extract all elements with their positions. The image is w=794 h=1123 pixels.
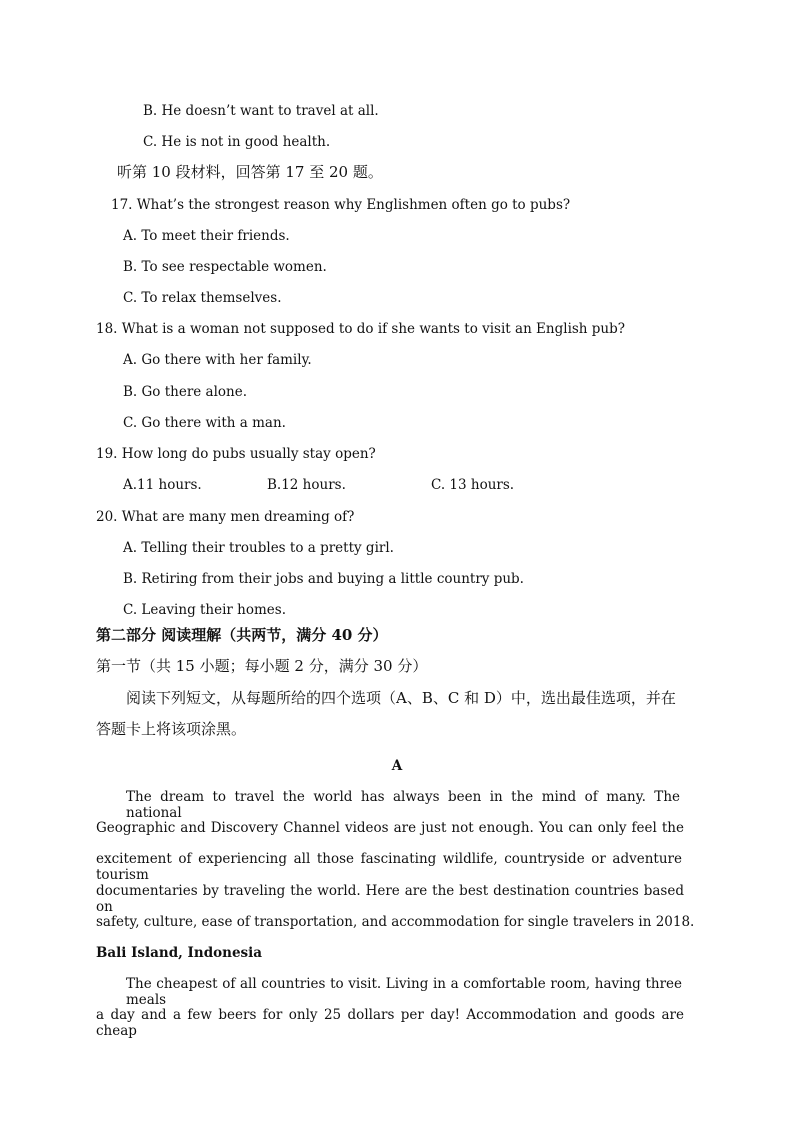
passage-para2-line2: a day and a few beers for only 25 dollars per day! Accommodation and goods are cheap xyxy=(96,1007,684,1039)
q19-option-a: A.11 hours. xyxy=(123,477,202,493)
passage-para1-line1: The dream to travel the world has always been in the mind of many. The national xyxy=(126,789,680,821)
reading-instructions-line1: 阅读下列短文，从每题所给的四个选项（A、B、C 和 D）中，选出最佳选项，并在 xyxy=(126,689,676,707)
q20-option-a: A. Telling their troubles to a pretty girl. xyxy=(123,540,394,556)
q19-question: 19. How long do pubs usually stay open? xyxy=(96,446,376,462)
q20-question: 20. What are many men dreaming of? xyxy=(96,509,355,525)
part2-heading: 第二部分 阅读理解（共两节，满分 40 分） xyxy=(96,626,388,644)
passage-para1-line4: documentaries by traveling the world. Here are the best destination countries based on xyxy=(96,883,684,915)
q19-option-c: C. 13 hours. xyxy=(431,477,515,493)
q19-option-b: B.12 hours. xyxy=(267,477,346,493)
passage-para2-line1: The cheapest of all countries to visit. Living in a comfortable room, having three meals xyxy=(126,976,682,1008)
destination-heading: Bali Island, Indonesia xyxy=(96,945,263,961)
q18-option-b: B. Go there alone. xyxy=(123,384,248,400)
q17-option-b: B. To see respectable women. xyxy=(123,259,327,275)
passage-label: A xyxy=(391,758,403,774)
passage-para1-line5: safety, culture, ease of transportation, and accommodation for single travelers in 2018. xyxy=(96,914,695,930)
q17-question: 17. What’s the strongest reason why Englishmen often go to pubs? xyxy=(111,197,571,213)
q16-option-b: B. He doesn’t want to travel at all. xyxy=(143,103,379,119)
passage-para1-line3: excitement of experiencing all those fascinating wildlife, countryside or adventure tourism xyxy=(96,851,682,883)
reading-instructions-line2: 答题卡上将该项涂黑。 xyxy=(96,720,247,738)
q18-option-c: C. Go there with a man. xyxy=(123,415,286,431)
section1-heading: 第一节（共 15 小题；每小题 2 分，满分 30 分） xyxy=(96,657,428,675)
passage-para1-line2: Geographic and Discovery Channel videos are just not enough. You can only feel the xyxy=(96,820,684,836)
q20-option-c: C. Leaving their homes. xyxy=(123,602,287,618)
section-10-instruction: 听第 10 段材料，回答第 17 至 20 题。 xyxy=(117,163,383,181)
q18-question: 18. What is a woman not supposed to do if she wants to visit an English pub? xyxy=(96,321,626,337)
q17-option-a: A. To meet their friends. xyxy=(123,228,290,244)
q17-option-c: C. To relax themselves. xyxy=(123,290,282,306)
q20-option-b: B. Retiring from their jobs and buying a little country pub. xyxy=(123,571,524,587)
q16-option-c: C. He is not in good health. xyxy=(143,134,331,150)
q18-option-a: A. Go there with her family. xyxy=(123,352,312,368)
